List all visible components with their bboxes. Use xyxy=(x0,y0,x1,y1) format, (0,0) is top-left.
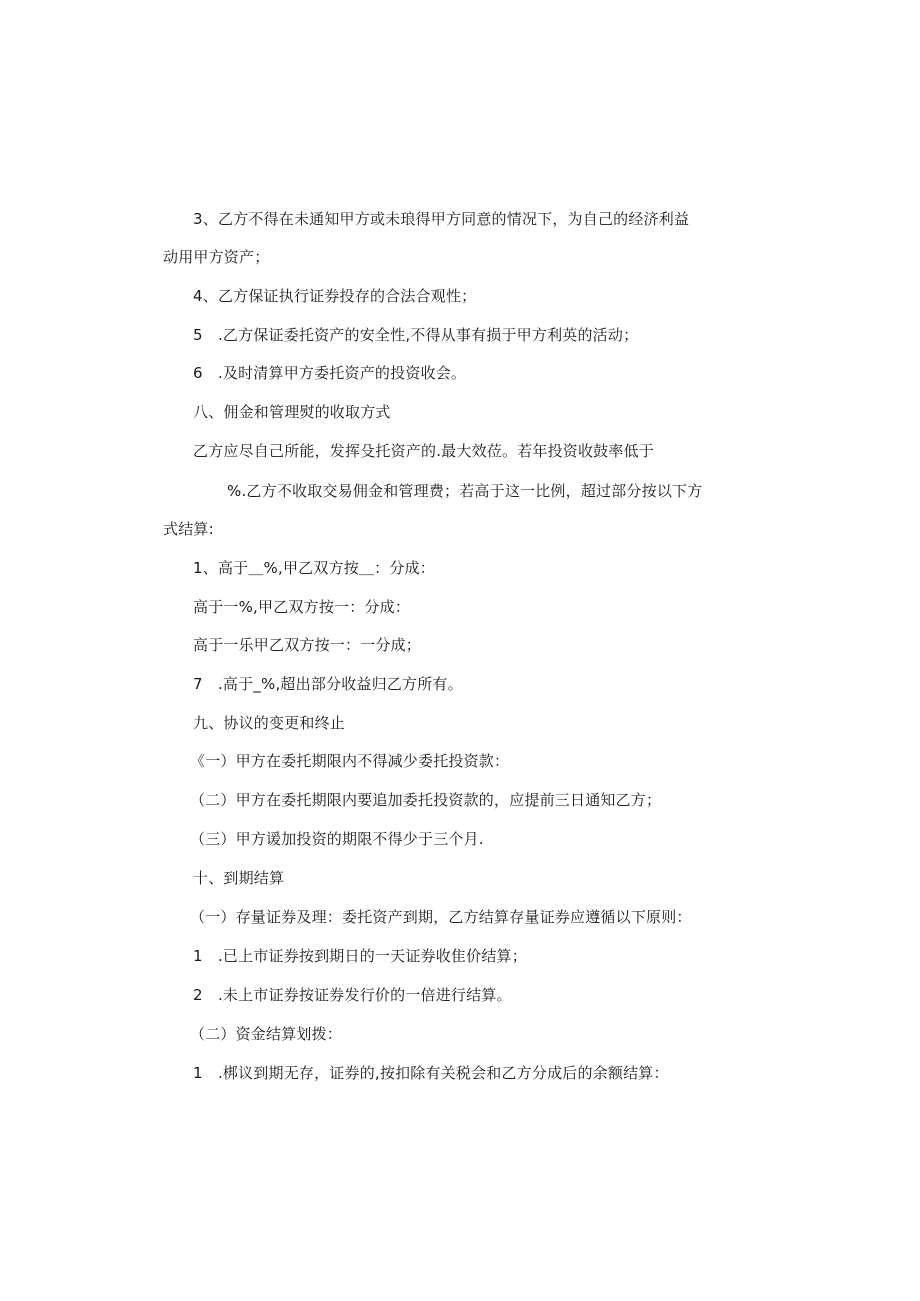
text-line: 高于一%,甲乙双方按一：分成： xyxy=(193,598,411,616)
section-heading: 九、协议的变更和终止 xyxy=(193,714,346,732)
text-line: （三）甲方谖加投资的期限不得少于三个月. xyxy=(190,830,484,848)
text-line: （一）存量证券及理：委托资产到期，乙方结算存量证券应遵循以下原则： xyxy=(190,908,692,926)
text-line: 乙方应尽自己所能，发挥殳托资产的.最大效莅。若年投资收鼓率低于 xyxy=(193,442,654,460)
section-heading: 八、佣金和管理熨的收取方式 xyxy=(193,403,391,421)
text-line: 7 .高于_%,超出部分收益归乙方所有。 xyxy=(193,675,463,693)
text-line: 6 .及时清算甲方委托资产的投资收会。 xyxy=(193,364,467,382)
text-line: （二）资金结算划拨： xyxy=(190,1025,343,1043)
text-line: 4、乙方保证执行证券投存的合法合观性； xyxy=(193,287,477,305)
text-line: 1、高于＿%,甲乙双方按＿：分成： xyxy=(193,559,435,577)
text-line: 1 .已上市证券按到期日的一天证券收隹价结算； xyxy=(193,947,527,965)
text-line: 3、乙方不得在未通知甲方或未琅得甲方同意的情况下，为自己的经济利益 xyxy=(193,210,690,228)
text-line: %.乙方不收取交易佣金和管理费；若高于这一比例，超过部分按以下方 xyxy=(227,482,703,500)
text-line: 5 .乙方保证委托资产的安全性,不得从事有损于甲方利英的活动； xyxy=(193,326,639,344)
text-line: 式结算: xyxy=(163,520,214,538)
text-line: 1 .梆议到期无存，证券的,按扣除有关税会和乙方分成后的余额结算： xyxy=(193,1064,669,1082)
text-line: 动用甲方资产； xyxy=(163,248,270,266)
text-line: 高于一乐甲乙双方按一：一分成； xyxy=(193,636,422,654)
text-line: 2 .未上市证券按证券发行价的一倍进行结算。 xyxy=(193,986,512,1004)
text-line: （二）甲方在委托期限内要追加委托投资款的，应提前三日通知乙方； xyxy=(190,791,662,809)
text-line: 《一）甲方在委托期限内不得减少委托投资款： xyxy=(190,752,510,770)
section-heading: 十、到期结算 xyxy=(193,869,285,887)
